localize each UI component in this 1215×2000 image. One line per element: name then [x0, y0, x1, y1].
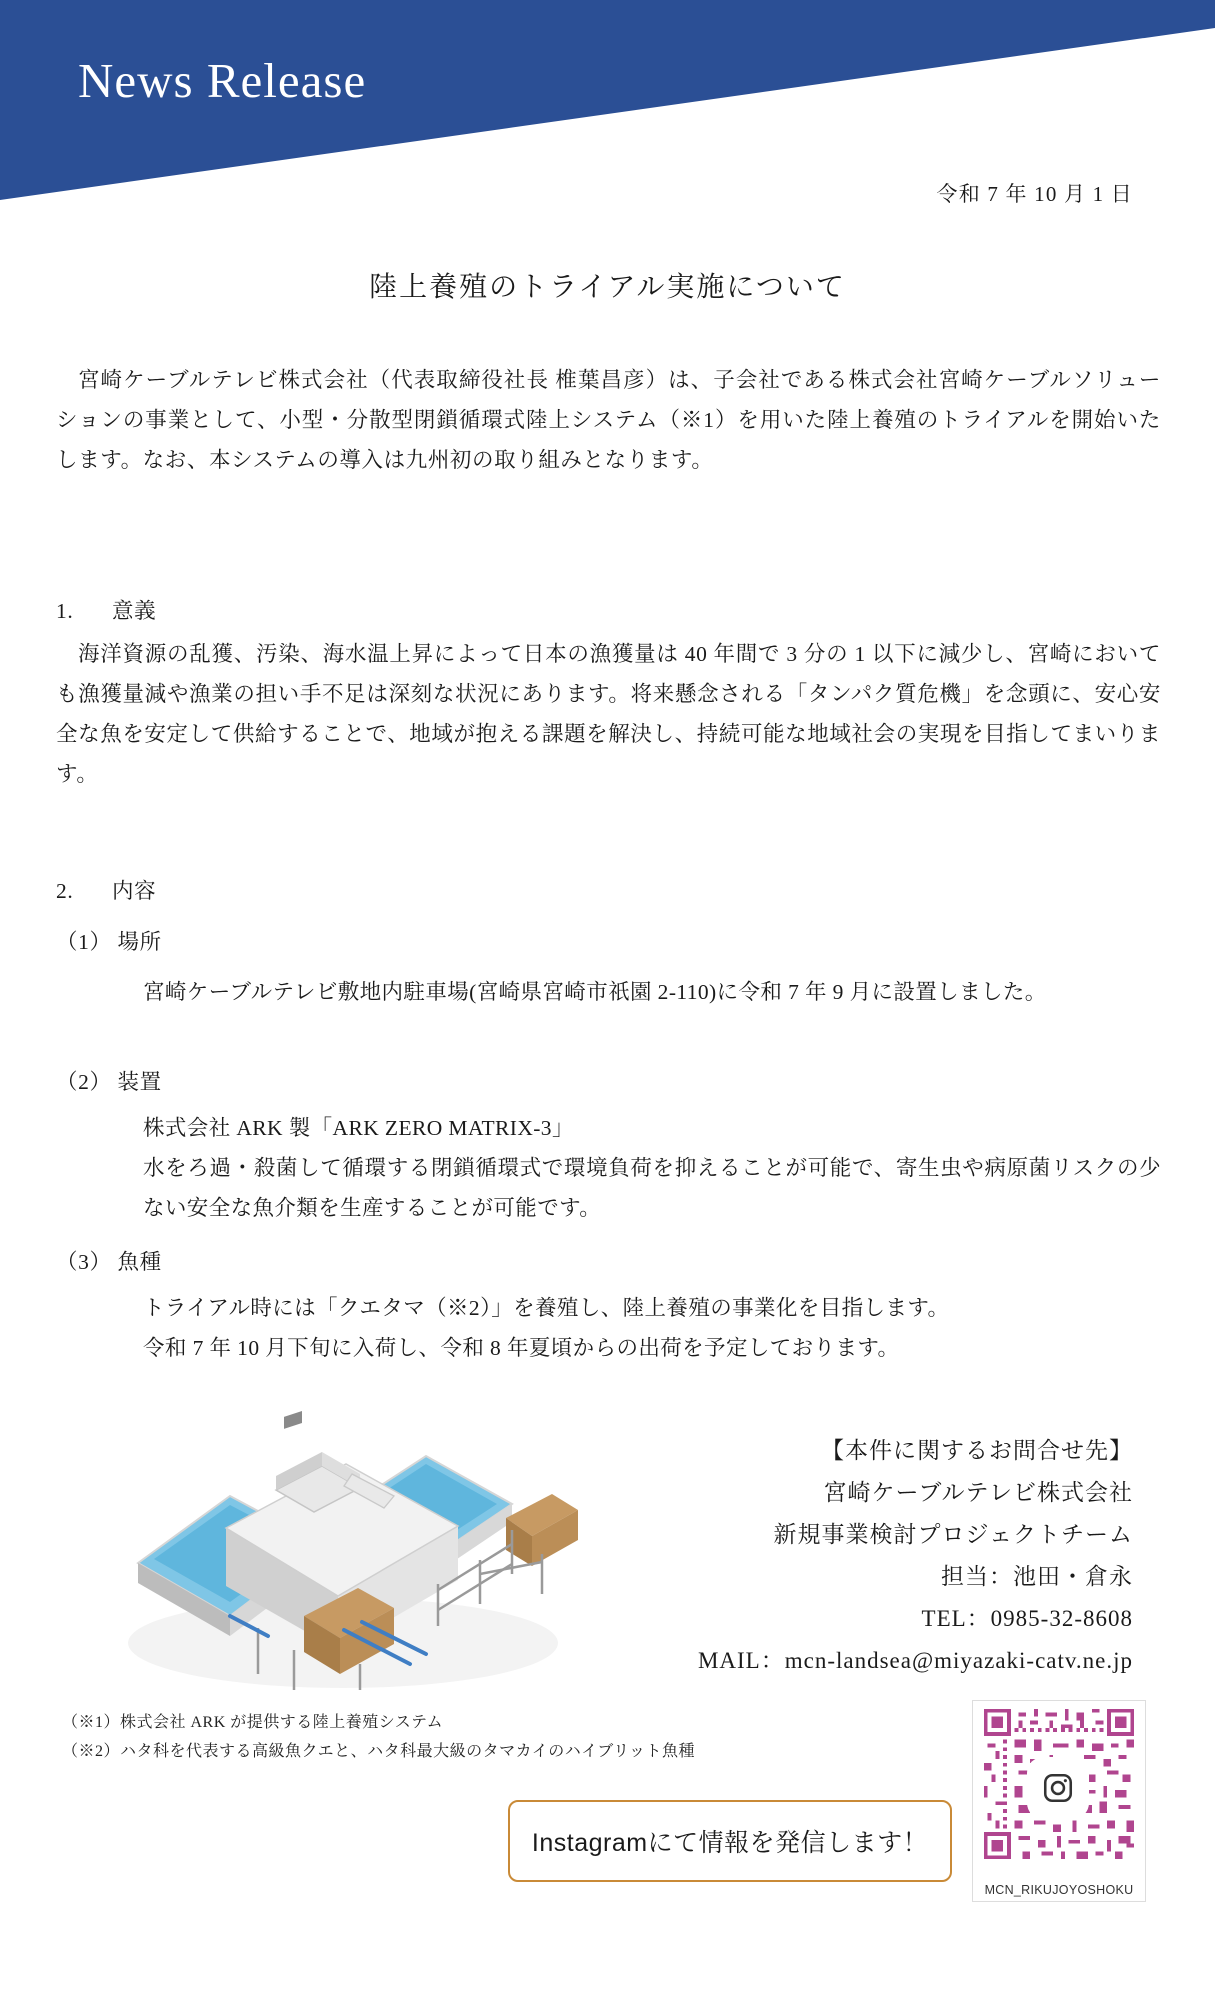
contact-tel: TEL：0985-32-8608: [921, 1606, 1133, 1631]
footnote-1: （※1）株式会社 ARK が提供する陸上養殖システム: [62, 1714, 444, 1731]
section-2-item-2-line-2: 水をろ過・殺菌して循環する閉鎖循環式で環境負荷を抑えることが可能で、寄生虫や病原菌リスクの少ない安全な魚介類を生産することが可能です。: [143, 1156, 1161, 1220]
qr-caption: MCN_RIKUJOYOSHOKU: [984, 1883, 1134, 1897]
section-2-item-1-line-1: 宮崎ケーブルテレビ敷地内駐車場(宮崎県宮崎市祇園 2-110)に令和 7 年 9 月に設置しました。: [143, 980, 1047, 1004]
instagram-glyph: [1041, 1771, 1075, 1805]
facility-photo: [108, 1378, 578, 1698]
section-1-label: 意義: [112, 599, 157, 623]
section-1-body: 海洋資源の乱獲、汚染、海水温上昇によって日本の漁獲量は 40 年間で 3 分の 1 以下に減少し、宮崎においても漁獲量減や漁業の担い手不足は深刻な状況にあります。将来懸念される「タンパク質危機」を念頭に、安心安全な魚を安定して供給することで、地域が抱える課題を解決し、持続可能な地域社会の実現を目指してまいります。: [56, 642, 1161, 786]
footnotes: [62, 1708, 695, 1766]
section-2-label: 内容: [112, 879, 157, 903]
page-title: News Release: [78, 53, 367, 108]
section-2-item-3-line-2: 令和 7 年 10 月下旬に入荷し、令和 8 年夏頃からの出荷を予定しております。: [143, 1336, 900, 1360]
contact-mail: MAIL：mcn-landsea@miyazaki-catv.ne.jp: [697, 1648, 1133, 1673]
instagram-icon: [1029, 1759, 1087, 1817]
section-1-number: 1.: [56, 599, 74, 623]
footnote-2: （※2）ハタ科を代表する高級魚クエと、ハタ科最大級のタマカイのハイブリット魚種: [62, 1743, 695, 1760]
facility-photo-illustration: [108, 1378, 578, 1698]
section-2-heading: [56, 874, 156, 905]
contact-heading: 【本件に関するお問合せ先】: [821, 1438, 1133, 1463]
contact-person: 担当：池田・倉永: [941, 1564, 1133, 1589]
section-1-heading: [56, 594, 156, 625]
section-2-item-2-label: （2） 装置: [56, 1070, 162, 1094]
section-2-number: 2.: [56, 879, 74, 903]
contact-company: 宮崎ケーブルテレビ株式会社: [823, 1480, 1133, 1505]
release-date: 令和 7 年 10 月 1 日: [936, 182, 1133, 206]
page-header: [0, 0, 1215, 200]
contact-block: [698, 1430, 1133, 1682]
contact-team: 新規事業検討プロジェクトチーム: [773, 1522, 1133, 1547]
instagram-callout: [508, 1800, 952, 1882]
instagram-callout-text: Instagramにて情報を発信します！: [531, 1829, 929, 1857]
instagram-qr-panel[interactable]: [972, 1700, 1146, 1902]
section-2-item-3-label: （3） 魚種: [56, 1250, 162, 1274]
lead-paragraph: 宮崎ケーブルテレビ株式会社（代表取締役社長 椎葉昌彦）は、子会社である株式会社宮崎ケーブルソリューションの事業として、小型・分散型閉鎖循環式陸上システム（※1）を用いた陸上養殖のトライアルを開始いたします。なお、本システムの導入は九州初の取り組みとなります。: [56, 368, 1161, 472]
section-2-item-3-line-1: トライアル時には「クエタマ（※2）」を養殖し、陸上養殖の事業化を目指します。: [143, 1296, 950, 1320]
document-title: 陸上養殖のトライアル実施について: [369, 272, 846, 303]
section-2-item-1-label: （1） 場所: [56, 930, 162, 954]
section-2-item-2-line-1: 株式会社 ARK 製「ARK ZERO MATRIX-3」: [143, 1116, 574, 1140]
